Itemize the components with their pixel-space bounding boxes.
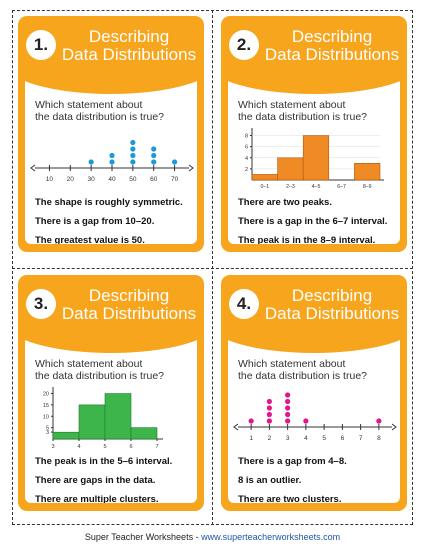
data-dot (151, 146, 156, 151)
card-header-arc (228, 331, 400, 353)
card-body (228, 331, 400, 503)
statement-1: There is a gap from 4–8. (238, 456, 347, 467)
statement-1: The peak is in the 5–6 interval. (35, 456, 173, 467)
histogram-chart (228, 124, 400, 194)
footer-url[interactable]: www.superteacherworksheets.com (201, 532, 341, 542)
axis-arrow-left (31, 165, 35, 171)
statement-2: 8 is an outlier. (238, 475, 302, 486)
x-tick-label: 0–1 (260, 184, 270, 190)
tick-label: 60 (150, 176, 158, 183)
data-dot (285, 418, 290, 423)
axis-arrow-right (392, 424, 396, 430)
card-title-line2: Data Distributions (264, 304, 400, 323)
card-body (228, 72, 400, 244)
histogram-bar (354, 163, 380, 180)
data-dot (285, 392, 290, 397)
card-title-line2: Data Distributions (61, 304, 197, 323)
card-title-line2: Data Distributions (264, 45, 400, 64)
question (238, 99, 398, 123)
tick-label: 30 (87, 176, 95, 183)
statement-2: There are gaps in the data. (35, 475, 156, 486)
y-tick-label: 15 (42, 402, 49, 409)
y-tick-label: 4 (244, 155, 248, 162)
data-dot (89, 159, 94, 164)
tick-label: 40 (108, 176, 116, 183)
statement-3: There are two clusters. (238, 494, 342, 503)
statement-3: There are multiple clusters. (35, 494, 159, 503)
x-tick-label: 2–3 (286, 184, 295, 190)
card-number: 1. (26, 30, 56, 60)
horizontal-cut-line (12, 268, 413, 269)
histogram-bar (131, 428, 157, 439)
y-tick-label: 20 (42, 391, 49, 398)
data-dot (130, 159, 135, 164)
data-dot (130, 153, 135, 158)
statement-3: The peak is in the 8–9 interval. (238, 235, 376, 244)
histogram-bar (53, 432, 79, 439)
x-tick-label: 4–5 (311, 184, 321, 190)
question (238, 358, 398, 382)
card-header-arc (228, 72, 400, 94)
card-title-line1: Describing (88, 286, 170, 305)
statement-1: The shape is roughly symmetric. (35, 197, 183, 208)
data-dot (376, 418, 381, 423)
x-tick-label: 3 (51, 444, 55, 450)
task-card-2 (221, 16, 407, 252)
x-tick-label: 5 (103, 444, 107, 450)
x-tick-label: 6 (129, 444, 133, 450)
statement-3: The greatest value is 50. (35, 235, 145, 244)
y-tick-label: 10 (42, 414, 49, 421)
histogram-bar (105, 394, 131, 439)
card-title-line1: Describing (291, 27, 373, 46)
card-header-arc (25, 72, 197, 94)
question-line1: Which statement about (238, 99, 346, 111)
card-title-line1: Describing (88, 27, 170, 46)
card-title-line2: Data Distributions (61, 45, 197, 64)
statement-2: There is a gap from 10–20. (35, 216, 155, 227)
tick-label: 1 (249, 435, 253, 442)
question (35, 99, 195, 123)
tick-label: 10 (45, 176, 54, 183)
question-line2: the data distribution is true? (35, 370, 164, 382)
data-dot (130, 146, 135, 151)
data-dot (285, 399, 290, 404)
task-card-4 (221, 275, 407, 511)
histogram-bar (252, 174, 278, 180)
question-line1: Which statement about (35, 99, 143, 111)
histogram-bar (278, 158, 304, 180)
y-tick-label: 8 (244, 133, 248, 140)
card-number: 4. (229, 289, 259, 319)
y-tick-label: 6 (244, 144, 248, 151)
tick-label: 2 (267, 435, 272, 442)
data-dot (303, 418, 308, 423)
card-title-line1: Describing (291, 286, 373, 305)
footer-text: Super Teacher Worksheets - (84, 532, 202, 542)
data-dot (267, 412, 272, 417)
dot-plot-chart (228, 387, 400, 447)
tick-label: 50 (129, 176, 137, 183)
tick-label: 8 (377, 435, 381, 442)
data-dot (109, 159, 114, 164)
data-dot (109, 153, 114, 158)
data-dot (285, 405, 290, 410)
data-dot (130, 140, 135, 145)
question-line2: the data distribution is true? (35, 111, 164, 123)
histogram-chart (25, 383, 197, 453)
task-card-1 (18, 16, 204, 252)
tick-label: 70 (170, 176, 179, 183)
card-number: 2. (229, 30, 259, 60)
card-body (25, 331, 197, 503)
x-tick-label: 8–9 (362, 184, 372, 190)
histogram-bar (303, 136, 329, 180)
question (35, 358, 195, 382)
data-dot (249, 418, 254, 423)
y-tick-label: 5 (45, 425, 49, 432)
x-tick-label: 7 (155, 444, 159, 450)
tick-label: 6 (340, 435, 345, 442)
data-dot (267, 399, 272, 404)
card-title (263, 287, 401, 323)
question-line2: the data distribution is true? (238, 111, 367, 123)
task-card-3 (18, 275, 204, 511)
data-dot (172, 159, 177, 164)
question-line1: Which statement about (35, 358, 143, 370)
card-title (60, 28, 198, 64)
axis-arrow-right (189, 165, 193, 171)
x-tick-label: 4 (77, 444, 81, 450)
data-dot (267, 418, 272, 423)
statement-1: There are two peaks. (238, 197, 332, 208)
dot-plot-chart (25, 128, 197, 188)
histogram-bar (79, 405, 105, 439)
footer (0, 532, 425, 542)
question-line2: the data distribution is true? (238, 370, 367, 382)
card-header-arc (25, 331, 197, 353)
card-title (263, 28, 401, 64)
data-dot (285, 412, 290, 417)
tick-label: 7 (358, 435, 363, 442)
tick-label: 4 (304, 435, 308, 442)
tick-label: 3 (285, 435, 290, 442)
question-line1: Which statement about (238, 358, 346, 370)
data-dot (151, 159, 156, 164)
axis-arrow-left (234, 424, 238, 430)
statement-2: There is a gap in the 6–7 interval. (238, 216, 388, 227)
card-number: 3. (26, 289, 56, 319)
card-body (25, 72, 197, 244)
x-tick-label: 6–7 (337, 184, 346, 190)
card-title (60, 287, 198, 323)
tick-label: 20 (66, 176, 74, 183)
y-tick-label: 3 (45, 430, 49, 437)
data-dot (151, 153, 156, 158)
y-tick-label: 2 (244, 166, 248, 173)
tick-label: 5 (322, 435, 326, 442)
data-dot (267, 405, 272, 410)
